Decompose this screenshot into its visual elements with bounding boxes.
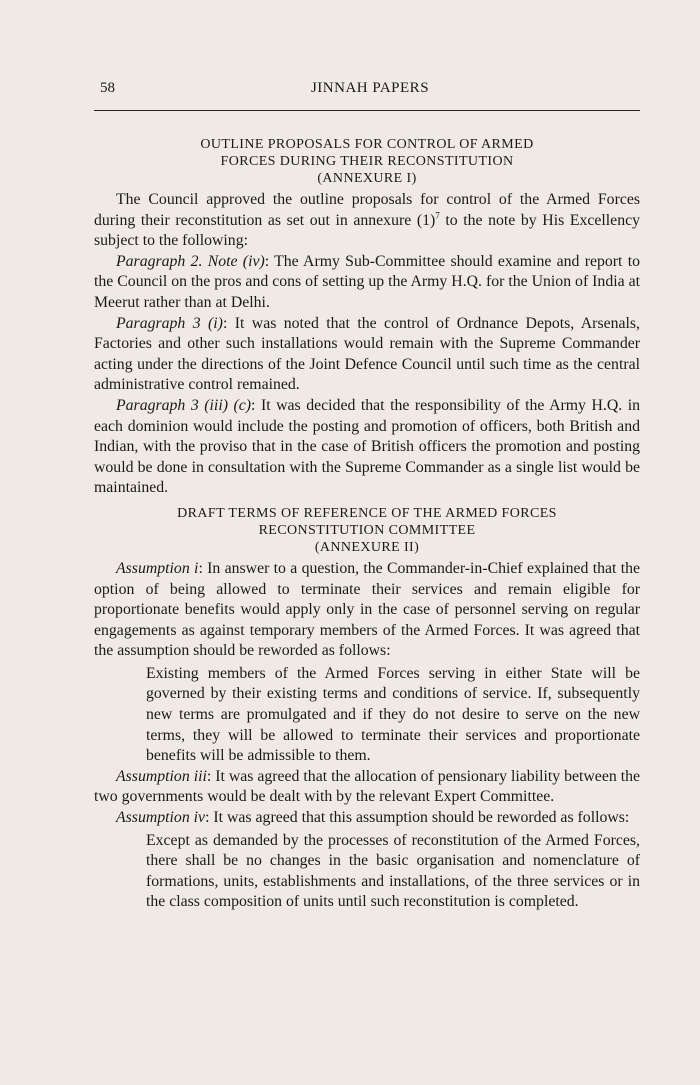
section-heading-annexure-1 bbox=[94, 136, 640, 187]
page-number: 58 bbox=[100, 80, 115, 96]
heading-line: FORCES DURING THEIR RECONSTITUTION bbox=[220, 154, 514, 169]
page-header bbox=[100, 80, 640, 104]
assumption-label: Assumption iv bbox=[116, 809, 206, 827]
page-body bbox=[94, 136, 640, 913]
paragraph-3-i: Paragraph 3 (i): It was noted that the control of Ordnance Depots, Arsenals, Factories and other such installations would remain with the Supreme Commander acting under the directions of the Joint Defence Council until such time as the central administrative control remained. bbox=[94, 314, 640, 394]
heading-line: (ANNEXURE II) bbox=[314, 539, 420, 555]
heading-line: RECONSTITUTION COMMITTEE bbox=[258, 522, 476, 538]
heading-line: OUTLINE PROPOSALS FOR CONTROL OF ARMED bbox=[200, 137, 534, 152]
section-heading-annexure-2 bbox=[94, 505, 640, 556]
paragraph-label: Paragraph 2. Note (iv) bbox=[116, 252, 265, 270]
assumption-iv-quote: Except as demanded by the processes of reconstitution of the Armed Forces, there shall be no changes in the basic organisation and nomenclature of formations, units, establishments and installations, of the three services or in the class composition of units until such reconstitution is completed. bbox=[146, 831, 640, 911]
intro-paragraph: The Council approved the outline proposals for control of the Armed Forces during their reconstitution as set out in annexure $(1)^7$ to the note by His Excellency subject to the following: bbox=[94, 191, 640, 250]
footnote-marker: 7 bbox=[435, 210, 440, 221]
assumption-label: Assumption iii bbox=[116, 767, 207, 785]
heading-line: (ANNEXURE I) bbox=[317, 171, 417, 186]
heading-line: DRAFT TERMS OF REFERENCE OF THE ARMED FORCES bbox=[177, 505, 557, 521]
assumption-label: Assumption i bbox=[116, 559, 199, 577]
assumption-iii: Assumption iii: It was agreed that the allocation of pensionary liability between the two governments would be dealt with by the relevant Expert Committee. bbox=[94, 767, 640, 806]
paragraph-label: Paragraph 3 (i) bbox=[116, 314, 223, 332]
assumption-iv: Assumption iv: It was agreed that this assumption should be reworded as follows: bbox=[116, 809, 630, 827]
assumption-i-quote: Existing members of the Armed Forces serving in either State will be governed by their existing terms and conditions of service. If, subsequently new terms are promulgated and if they do not desire to serve on the new terms, they will be allowed to terminate their services and proportionate benefits will be admissible to them. bbox=[146, 664, 640, 765]
assumption-i: Assumption i: In answer to a question, the Commander-in-Chief explained that the option of being allowed to terminate their services and remain eligible for proportionate benefits would apply only in the case of personnel serving on regular engagements as against temporary members of the Armed Forces. It was agreed that the assumption should be reworded as follows: bbox=[94, 559, 640, 660]
header-rule bbox=[94, 110, 640, 111]
paragraph-label: Paragraph 3 (iii) (c) bbox=[116, 396, 252, 414]
paragraph-2-note: Paragraph 2. Note (iv): The Army Sub-Committee should examine and report to the Council on the pros and cons of setting up the Army H.Q. for the Union of India at Meerut rather than at Delhi. bbox=[94, 252, 640, 311]
paragraph-3-iii-c: Paragraph 3 (iii) (c): It was decided that the responsibility of the Army H.Q. in each dominion would include the posting and promotion of officers, both British and Indian, with the proviso that in the case of British officers the promotion and posting would be done in consultation with the Supreme Commander as a single list would be maintained. bbox=[94, 396, 640, 497]
running-head: JINNAH PAPERS bbox=[310, 80, 430, 96]
